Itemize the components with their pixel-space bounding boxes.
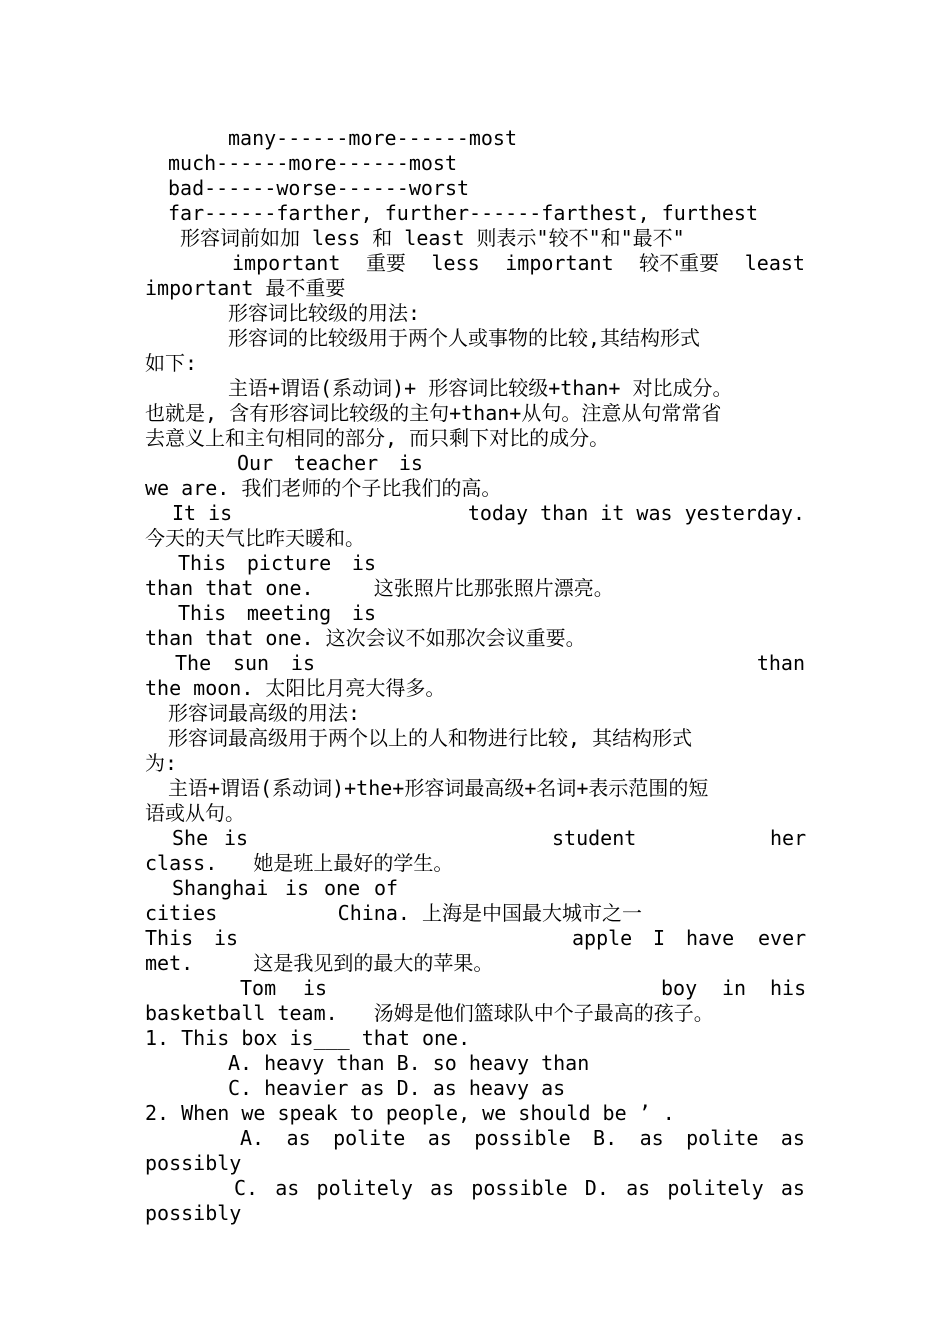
- text-line: 也就是, 含有形容词比较级的主句+than+从句。注意从句常常省: [145, 401, 722, 425]
- word: polite: [333, 1126, 406, 1150]
- question-1-options: C. heavier as D. as heavy as: [228, 1076, 566, 1100]
- word: her: [770, 826, 807, 850]
- word: D.: [584, 1176, 609, 1200]
- word: as: [430, 1176, 455, 1200]
- word: important: [505, 251, 614, 275]
- text-line: the moon. 太阳比月亮大得多。: [145, 676, 446, 700]
- word: important: [232, 251, 341, 275]
- text-line: possibly: [145, 1201, 242, 1225]
- text-line: we are. 我们老师的个子比我们的高。: [145, 476, 502, 500]
- justified-line: [178, 551, 376, 576]
- word: Tom: [240, 976, 277, 1000]
- text-line: much------more------most: [168, 151, 457, 175]
- word: than: [756, 651, 805, 675]
- word: This: [178, 601, 227, 625]
- text-line: 形容词前如加 less 和 least 则表示"较不"和"最不": [180, 226, 685, 250]
- text-line: met. 这是我见到的最大的苹果。: [145, 951, 494, 975]
- text-line: 形容词最高级用于两个以上的人和物进行比较, 其结构形式: [168, 726, 693, 750]
- justified-line: [172, 501, 805, 526]
- justified-line: [232, 251, 805, 276]
- text-line: many------more------most: [228, 126, 517, 150]
- text-line: 主语+谓语(系动词)+the+形容词最高级+名词+表示范围的短: [168, 776, 709, 800]
- word: one: [324, 876, 361, 900]
- word: She: [172, 826, 209, 850]
- question-2-options: [234, 1176, 805, 1201]
- word: politely: [316, 1176, 413, 1200]
- word: sun: [232, 651, 270, 675]
- text-line: class. 她是班上最好的学生。: [145, 851, 454, 875]
- word: It is: [172, 501, 233, 525]
- word: least: [744, 251, 805, 275]
- section-heading: 形容词最高级的用法:: [168, 701, 361, 725]
- word: is: [290, 651, 315, 675]
- word: as: [626, 1176, 651, 1200]
- text-line: far------farther, further------farthest, furthest: [168, 201, 759, 225]
- word: in: [722, 976, 747, 1000]
- text-line: 去意义上和主句相同的部分, 而只剩下对比的成分。: [145, 426, 610, 450]
- word: B.: [593, 1126, 618, 1150]
- word: This: [178, 551, 227, 575]
- question-1-options: A. heavy than B. so heavy than: [228, 1051, 590, 1075]
- word: 重要: [365, 251, 406, 275]
- text-line: cities China. 上海是中国最大城市之一: [145, 901, 642, 925]
- word: teacher: [293, 451, 379, 475]
- word: Our: [237, 451, 274, 475]
- word: is: [351, 601, 376, 625]
- word: politely: [667, 1176, 764, 1200]
- word: possible: [471, 1176, 568, 1200]
- word: today than it was yesterday.: [467, 501, 805, 525]
- word: of: [374, 876, 399, 900]
- text-line: 今天的天气比昨天暖和。: [145, 526, 365, 550]
- text-line: than that one. 这次会议不如那次会议重要。: [145, 626, 586, 650]
- justified-line: [237, 451, 423, 476]
- word: student: [552, 826, 637, 850]
- word: his: [770, 976, 807, 1000]
- text-line: 为:: [145, 751, 178, 775]
- justified-line: [175, 651, 805, 676]
- word: as: [427, 1126, 452, 1150]
- word: A.: [240, 1126, 265, 1150]
- word: The: [175, 651, 212, 675]
- word: have: [686, 926, 735, 950]
- word: is: [351, 551, 376, 575]
- word: as: [275, 1176, 300, 1200]
- text-line: 如下:: [145, 351, 198, 375]
- justified-line: [178, 601, 376, 626]
- text-line: possibly: [145, 1151, 242, 1175]
- word: This: [145, 926, 194, 950]
- word: 较不重要: [639, 251, 720, 275]
- word: is: [398, 451, 423, 475]
- word: as: [780, 1176, 805, 1200]
- word: ever: [758, 926, 807, 950]
- word: is: [214, 926, 239, 950]
- word: as: [639, 1126, 664, 1150]
- word: less: [431, 251, 480, 275]
- word: possible: [474, 1126, 571, 1150]
- word: meeting: [246, 601, 332, 625]
- text-line: bad------worse------worst: [168, 176, 470, 200]
- word: is: [224, 826, 249, 850]
- word: as: [286, 1126, 311, 1150]
- word: C.: [234, 1176, 259, 1200]
- word: is: [303, 976, 328, 1000]
- text-line: important 最不重要: [145, 276, 346, 300]
- word: apple: [572, 926, 633, 950]
- word: Shanghai: [172, 876, 269, 900]
- text-line: 主语+谓语(系动词)+ 形容词比较级+than+ 对比成分。: [228, 376, 733, 400]
- text-line: 形容词的比较级用于两个人或事物的比较,其结构形式: [228, 326, 701, 350]
- question-1: 1. This box is___ that one.: [145, 1026, 471, 1050]
- section-heading: 形容词比较级的用法:: [228, 301, 421, 325]
- text-line: basketball team. 汤姆是他们篮球队中个子最高的孩子。: [145, 1001, 714, 1025]
- word: polite: [686, 1126, 759, 1150]
- word: is: [285, 876, 310, 900]
- word: I: [653, 926, 666, 950]
- text-line: 语或从句。: [145, 801, 245, 825]
- word: picture: [246, 551, 332, 575]
- question-2: 2. When we speak to people, we should be ’ .: [145, 1101, 675, 1125]
- question-2-options: [240, 1126, 805, 1151]
- word: boy: [661, 976, 698, 1000]
- word: as: [780, 1126, 805, 1150]
- text-line: than that one. 这张照片比那张照片漂亮。: [145, 576, 614, 600]
